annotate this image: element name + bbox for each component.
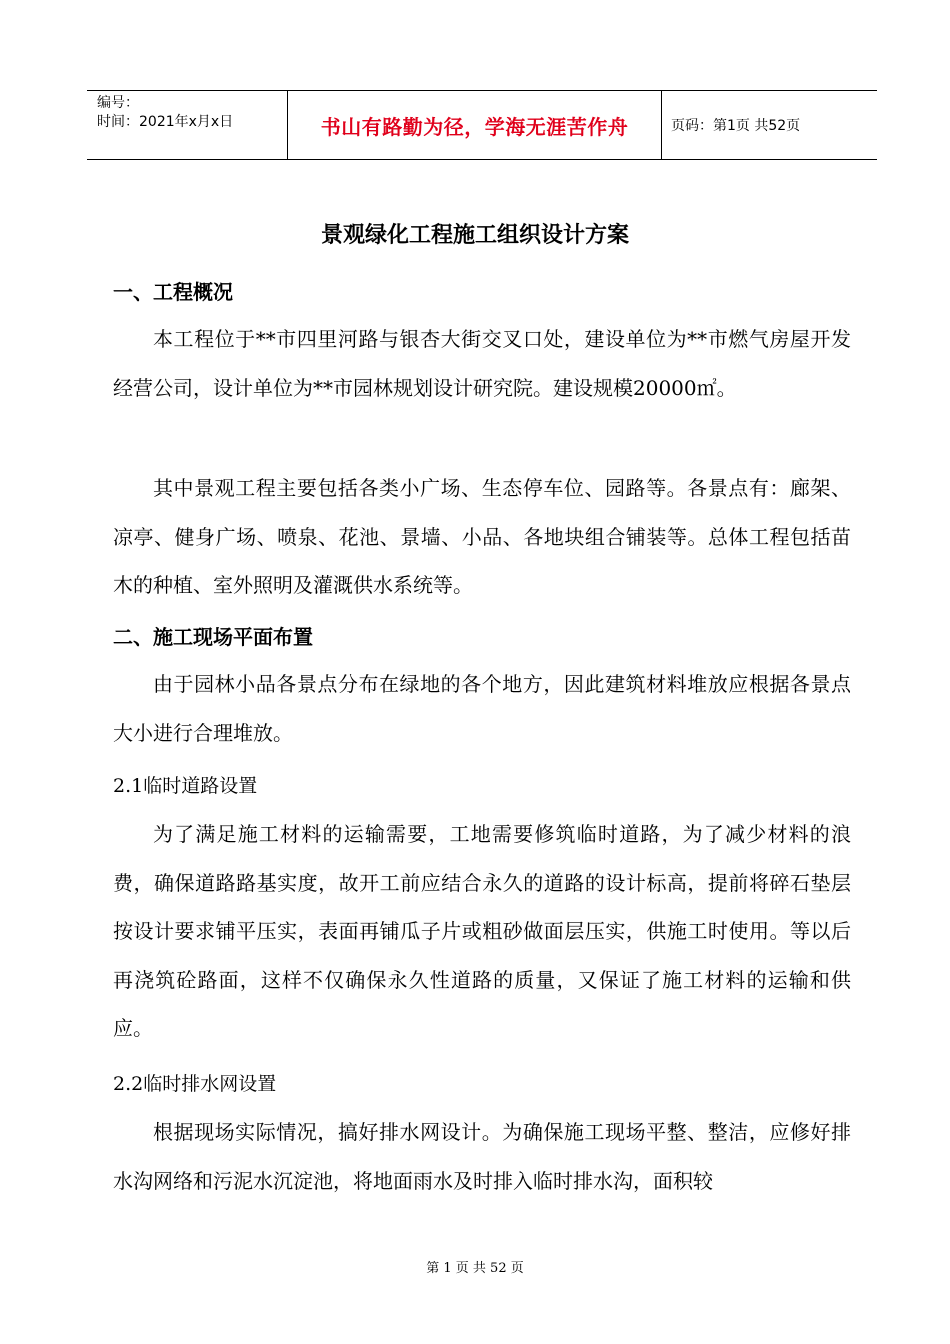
header-page-cell: [662, 91, 877, 159]
document-title: 景观绿化工程施工组织设计方案: [320, 223, 629, 248]
paragraph-roads: 为了满足施工材料的运输需要，工地需要修筑临时道路，为了减少材料的浪费，确保道路路基实度，故开工前应结合永久的道路的设计标高，提前将碎石垫层按设计要求铺平压实，表面再铺瓜子片或粗砂做面层压实，供施工时使用。等以后再浇筑砼路面，这样不仅确保永久性道路的质量，又保证了施工材料的运输和供应。: [113, 822, 851, 1040]
motto-text: 书山有路勤为径，学海无涯苦作舟: [320, 114, 629, 139]
paragraph-layout-1: 由于园林小品各景点分布在绿地的各个地方，因此建筑材料堆放应根据各景点大小进行合理堆放。: [113, 672, 851, 745]
page-info: 页码：第1页 共52页: [671, 118, 801, 134]
paragraph-overview-1: 本工程位于**市四里河路与银杏大街交叉口处，建设单位为**市燃气房屋开发经营公司，设计单位为**市园林规划设计研究院。建设规模20000㎡。: [113, 327, 851, 400]
section-heading-overview: 一、工程概况: [113, 280, 233, 304]
header-meta-cell: [87, 91, 288, 159]
document-number-label: 编号：: [97, 95, 139, 111]
header-motto-cell: [288, 91, 662, 159]
page-footer: 第 1 页 共 52 页: [426, 1261, 524, 1276]
paragraph-drainage: 根据现场实际情况，搞好排水网设计。为确保施工现场平整、整洁，应修好排水沟网络和污泥水沉淀池，将地面雨水及时排入临时排水沟，面积较: [113, 1120, 851, 1193]
document-date: 时间：2021年x月x日: [97, 114, 234, 130]
header-table: [87, 90, 877, 160]
section-heading-layout: 二、施工现场平面布置: [113, 625, 313, 649]
subsection-heading-drainage: 2.2临时排水网设置: [113, 1073, 277, 1095]
paragraph-overview-2: 其中景观工程主要包括各类小广场、生态停车位、园路等。各景点有：廊架、凉亭、健身广场、喷泉、花池、景墙、小品、各地块组合铺装等。总体工程包括苗木的种植、室外照明及灌溉供水系统等。: [113, 476, 851, 597]
subsection-heading-roads: 2.1临时道路设置: [113, 775, 258, 797]
